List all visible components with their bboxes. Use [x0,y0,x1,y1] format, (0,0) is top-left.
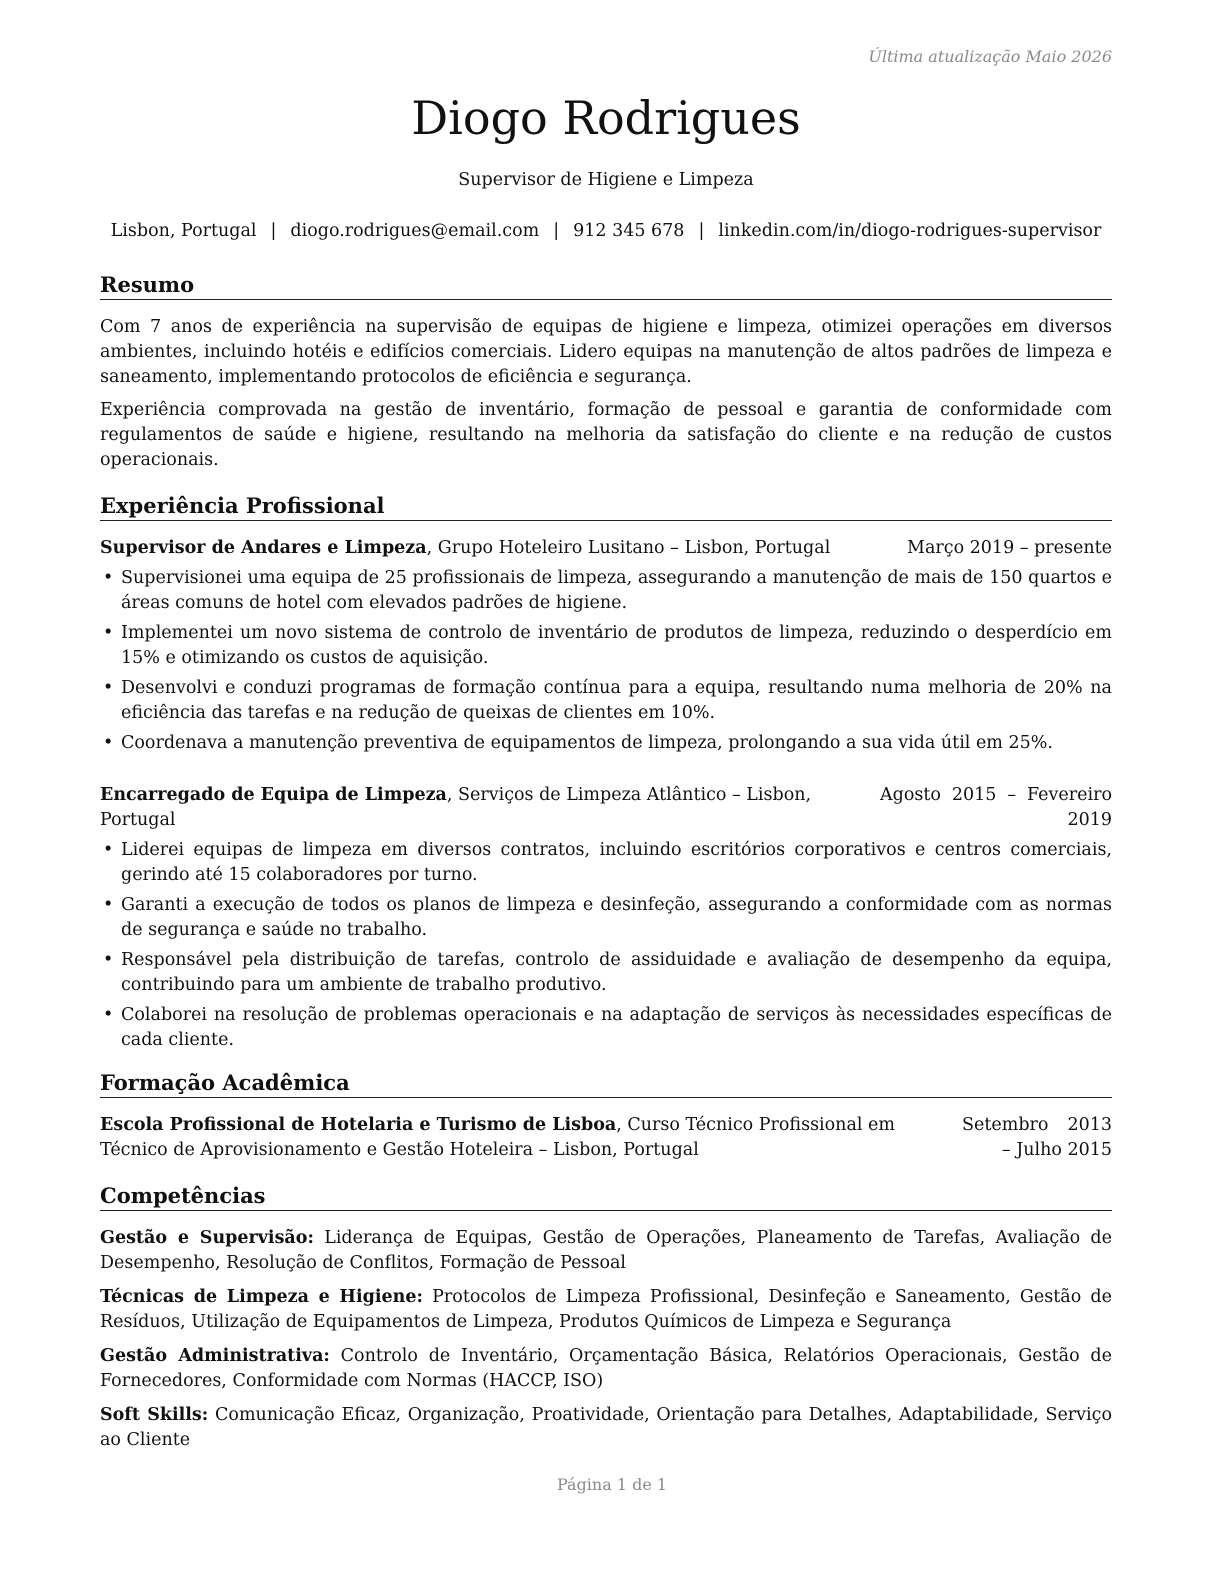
job-bullet: • Garanti a execução de todos os planos de limpeza e desinfeção, assegurando a conformidade com as normas de segurança e saúde no trabalho. [100,893,1112,943]
education-header [100,1113,1112,1163]
job-header [100,783,1112,833]
skill-group-label: Gestão e Supervisão: [100,1228,314,1248]
job-entry [100,536,1112,756]
skill-group-items: Controlo de Inventário, Orçamentação Básica, Relatórios Operacionais, Gestão de Fornecedores, Conformidade com Normas (HACCP, ISO) [100,1346,1112,1391]
skill-group-label: Soft Skills: [100,1405,209,1425]
job-title-line [100,783,856,833]
contact-separator: | [553,221,560,241]
section-title-experience: Experiência Profissional [100,492,1112,521]
section-title-education: Formação Acadêmica [100,1069,1112,1098]
contact-linkedin[interactable]: linkedin.com/in/diogo-rodrigues-supervisor [718,221,1102,241]
candidate-name: Diogo Rodrigues [411,91,801,145]
section-title-skills: Competências [100,1182,1112,1211]
education-dates: Setembro 2013 – Julho 2015 [962,1115,1112,1160]
last-updated: Última atualização Maio 2026 [868,47,1112,66]
job-bullet: • Liderei equipas de limpeza em diversos contratos, incluindo escritórios corporativos e centros comerciais, gerindo até 15 colaboradores por turno. [100,838,1112,888]
skill-group-label: Técnicas de Limpeza e Higiene: [100,1287,423,1307]
contact-email[interactable]: diogo.rodrigues@email.com [290,221,540,241]
education-line [100,1113,938,1163]
job-bullet: • Implementei um novo sistema de controlo de inventário de produtos de limpeza, reduzindo o desperdício em 15% e otimizando os custos de aquisição. [100,621,1112,671]
job-entry [100,783,1112,1053]
job-bullet: • Desenvolvi e conduzi programas de formação contínua para a equipa, resultando numa melhoria de 20% na eficiência das tarefas e na redução de queixas de clientes em 10%. [100,676,1112,726]
job-title-line [100,536,883,561]
contact-line [100,219,1112,244]
contact-separator: | [698,221,705,241]
headline: Supervisor de Higiene e Limpeza [458,170,754,190]
job-bullet: • Supervisionei uma equipa de 25 profissionais de limpeza, assegurando a manutenção de mais de 150 quartos e áreas comuns de hotel com elevados padrões de higiene. [100,566,1112,616]
education-school: Escola Profissional de Hotelaria e Turismo de Lisboa [100,1115,617,1135]
job-bullet: • Coordenava a manutenção preventiva de equipamentos de limpeza, prolongando a sua vida útil em 25%. [100,731,1112,756]
job-dates: Agosto 2015 – Fevereiro 2019 [880,785,1112,830]
summary-paragraph: Experiência comprovada na gestão de inventário, formação de pessoal e garantia de conformidade com regulamentos de saúde e higiene, resultando na melhoria da satisfação do cliente e na redução de custos operacionais. [100,400,1112,470]
skill-group [100,1285,1112,1335]
education-entry [100,1113,1112,1163]
job-bullet: • Responsável pela distribuição de tarefas, controlo de assiduidade e avaliação de desempenho da equipa, contribuindo para um ambiente de trabalho produtivo. [100,948,1112,998]
skill-group [100,1344,1112,1394]
summary-paragraph: Com 7 anos de experiência na supervisão de equipas de higiene e limpeza, otimizei operações em diversos ambientes, incluindo hotéis e edifícios comerciais. Lidero equipas na manutenção de altos padrões de limpeza e saneamento, implementando protocolos de eficiência e segurança. [100,317,1112,387]
page-number: Página 1 de 1 [556,1475,668,1494]
skill-group-items: Protocolos de Limpeza Profissional, Desinfeção e Saneamento, Gestão de Resíduos, Utilização de Equipamentos de Limpeza, Produtos Químicos de Limpeza e Segurança [100,1287,1112,1332]
job-header [100,536,1112,561]
skill-group-label: Gestão Administrativa: [100,1346,330,1366]
contact-separator: | [270,221,277,241]
section-title-summary: Resumo [100,271,1112,300]
skill-group [100,1226,1112,1276]
job-role: Encarregado de Equipa de Limpeza [100,785,447,805]
job-dates: Março 2019 – presente [907,538,1112,558]
job-company: , Grupo Hoteleiro Lusitano – Lisbon, Portugal [426,538,831,558]
job-bullets [100,566,1112,756]
contact-location: Lisbon, Portugal [110,221,257,241]
job-company: , Serviços de Limpeza Atlântico – Lisbon, Portugal [100,785,812,830]
job-bullets [100,838,1112,1053]
skill-group [100,1403,1112,1453]
skill-group-items: Comunicação Eficaz, Organização, Proatividade, Orientação para Detalhes, Adaptabilidade, Serviço ao Cliente [100,1405,1112,1450]
job-bullet: • Colaborei na resolução de problemas operacionais e na adaptação de serviços às necessidades específicas de cada cliente. [100,1003,1112,1053]
contact-phone: 912 345 678 [573,221,685,241]
job-role: Supervisor de Andares e Limpeza [100,538,427,558]
education-details: , Curso Técnico Profissional em Técnico de Aprovisionamento e Gestão Hoteleira – Lisbon, Portugal [100,1115,895,1160]
skill-group-items: Liderança de Equipas, Gestão de Operações, Planeamento de Tarefas, Avaliação de Desempenho, Resolução de Conflitos, Formação de Pessoal [100,1228,1112,1273]
